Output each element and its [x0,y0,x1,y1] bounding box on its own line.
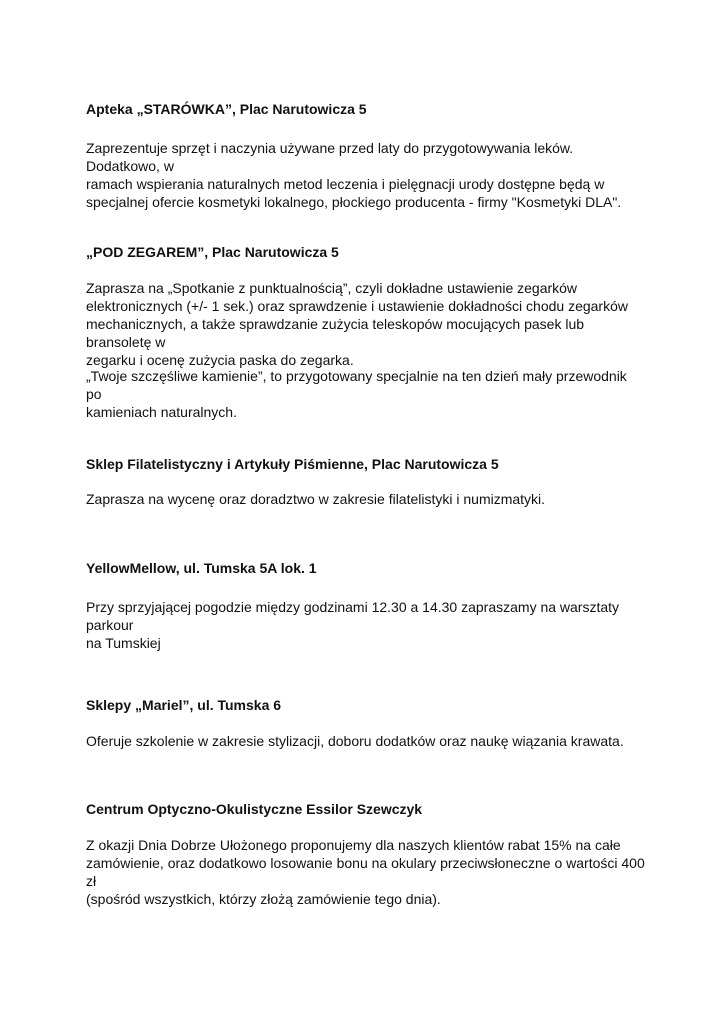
section-heading-sklep-filatelistyczny: Sklep Filatelistyczny i Artykuły Piśmienne, Plac Narutowicza 5 [86,456,499,472]
section-heading-yellowmellow: YellowMellow, ul. Tumska 5A lok. 1 [86,560,317,576]
section-heading-apteka: Apteka „STARÓWKA”, Plac Narutowicza 5 [86,101,367,117]
section-paragraph-pod-zegarem-1: Zaprasza na „Spotkanie z punktualnością”, czyli dokładne ustawienie zegarków elektronicznych (+/- 1 sek.) oraz sprawdzenie i ustawienie dokładności chodu zegarków mechanicznych, a także sprawdzanie zużycia teleskopów mocujących pasek lub bransoletę w zegarku i ocenę zużycia paska do zegarka. [86,280,628,368]
section-paragraph-essilor: Z okazji Dnia Dobrze Ułożonego proponujemy dla naszych klientów rabat 15% na całe zamówienie, oraz dodatkowo losowanie bonu na okulary przeciwsłoneczne o wartości 400 zł (spośród wszystkich, którzy złożą zamówienie tego dnia). [86,837,645,907]
section-heading-mariel: Sklepy „Mariel”, ul. Tumska 6 [86,697,282,713]
section-heading-essilor: Centrum Optyczno-Okulistyczne Essilor Szewczyk [86,801,423,817]
section-paragraph-mariel: Oferuje szkolenie w zakresie stylizacji, doboru dodatków oraz naukę wiązania krawata. [86,733,624,749]
section-paragraph-pod-zegarem-2: „Twoje szczęśliwe kamienie”, to przygotowany specjalnie na ten dzień mały przewodnik po kamieniach naturalnych. [86,368,627,420]
section-heading-pod-zegarem: „POD ZEGAREM”, Plac Narutowicza 5 [86,244,339,260]
section-paragraph-apteka: Zaprezentuje sprzęt i naczynia używane przed laty do przygotowywania leków. Dodatkowo, w ramach wspierania naturalnych metod leczenia i pielęgnacji urody dostępne będą w specjalnej ofercie kosmetyki lokalnego, płockiego producenta - firmy "Kosmetyki DLA". [86,140,622,210]
section-paragraph-sklep-filatelistyczny: Zaprasza na wycenę oraz doradztwo w zakresie filatelistyki i numizmatyki. [86,491,546,507]
section-paragraph-yellowmellow: Przy sprzyjającej pogodzie między godzinami 12.30 a 14.30 zapraszamy na warsztaty parkour na Tumskiej [86,599,620,651]
